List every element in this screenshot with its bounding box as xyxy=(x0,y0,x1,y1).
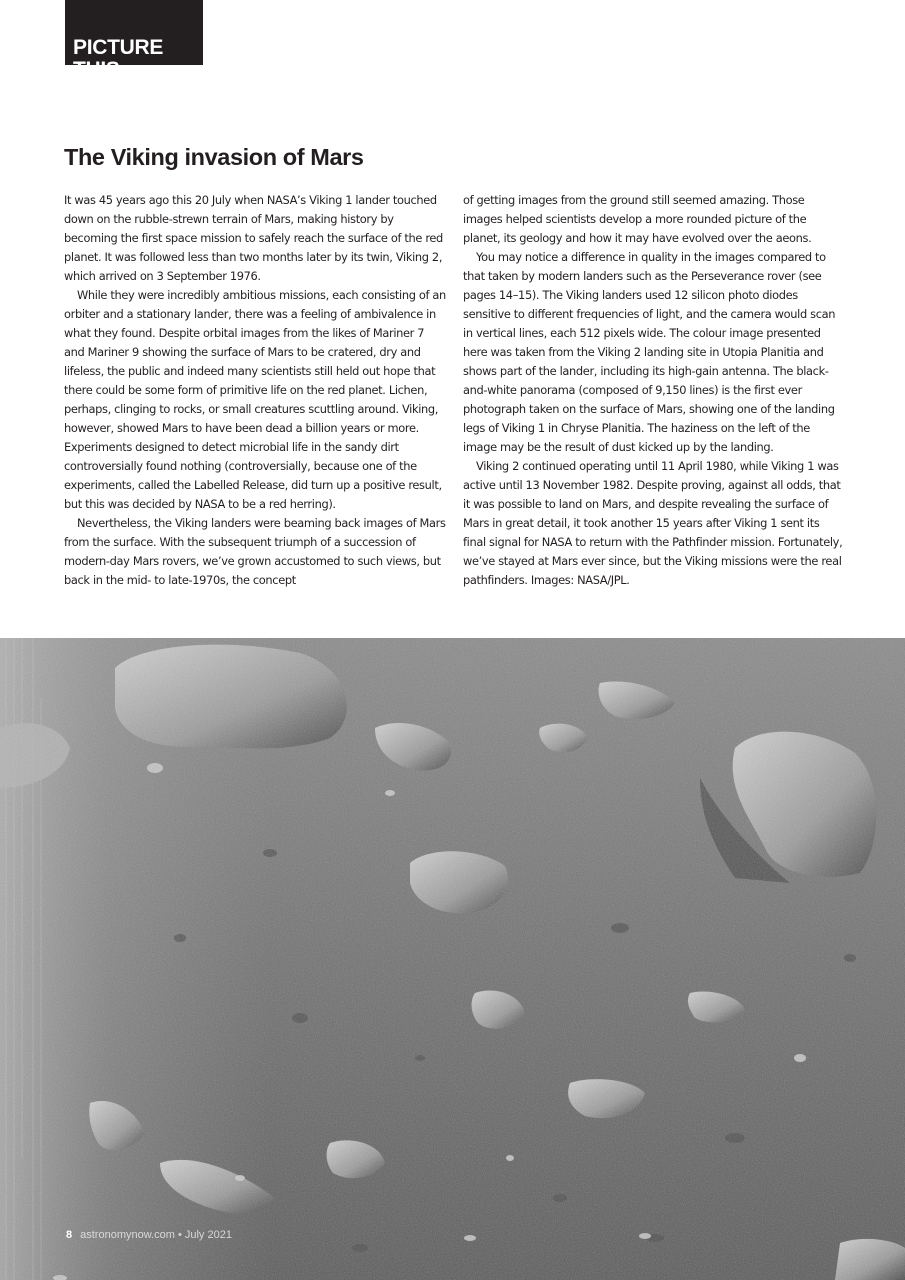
body-paragraph: Viking 2 continued operating until 11 April 1980, while Viking 1 was active until 13 November 1982. Despite proving, against all odds, that it was possible to land on Mars, and despite revealing the surface of Mars in great detail, it took another 15 years after Viking 1 sent its final signal for NASA to return with the Pathfinder mission. Fortunately, we’ve stayed at Mars ever since, but the Viking missions were the real pathfinders. Images: NASA/JPL. xyxy=(463,459,843,587)
body-column-right xyxy=(463,191,845,590)
body-paragraph: of getting images from the ground still seemed amazing. Those images helped scientists develop a more rounded picture of the planet, its geology and how it may have evolved over the aeons. xyxy=(463,193,812,245)
page-number: 8 xyxy=(66,1229,73,1241)
mars-surface-photo xyxy=(0,638,905,1280)
body-column-left xyxy=(64,191,446,590)
page-footer xyxy=(66,1229,232,1241)
body-paragraph: You may notice a difference in quality in the images compared to that taken by modern landers such as the Perseverance rover (see pages 14–15). The Viking landers used 12 silicon photo diodes sensitive to different frequencies of light, and the camera would scan in vertical lines, each 512 pixels wide. The colour image presented here was taken from the Viking 2 landing site in Utopia Planitia and shows part of the lander, including its high-gain antenna. The black-and-white panorama (composed of 9,150 lines) is the first ever photograph taken on the surface of Mars, showing one of the landing legs of Viking 1 in Chryse Planitia. The haziness on the left of the image may be the result of dust kicked up by the landing. xyxy=(463,250,836,454)
body-paragraph: Nevertheless, the Viking landers were beaming back images of Mars from the surface. With the subsequent triumph of a succession of modern-day Mars rovers, we’ve grown accustomed to such views, but back in the mid- to late-1970s, the concept xyxy=(64,516,446,587)
mars-surface-image xyxy=(0,638,905,1280)
body-paragraph: It was 45 years ago this 20 July when NASA’s Viking 1 lander touched down on the rubble-strewn terrain of Mars, making history by becoming the first space mission to safely reach the surface of the red planet. It was followed less than two months later by its twin, Viking 2, which arrived on 3 September 1976. xyxy=(64,193,443,283)
footer-meta: astronomynow.com • July 2021 xyxy=(80,1229,232,1241)
section-tag: PICTURE THIS xyxy=(65,0,203,65)
body-paragraph: While they were incredibly ambitious missions, each consisting of an orbiter and a stationary lander, there was a feeling of ambivalence in what they found. Despite orbital images from the likes of Mariner 7 and Mariner 9 showing the surface of Mars to be cratered, dry and lifeless, the public and indeed many scientists still held out hope that there could be some form of primitive life on the red planet. Lichen, perhaps, clinging to rocks, or small creatures scuttling around. Viking, however, showed Mars to have been dead a billion years or more. Experiments designed to detect microbial life in the sandy dirt controversially found nothing (controversially, because one of the experiments, called the Labelled Release, did turn up a positive result, but this was decided by NASA to be a red herring). xyxy=(64,288,446,511)
article-headline: The Viking invasion of Mars xyxy=(64,144,364,170)
